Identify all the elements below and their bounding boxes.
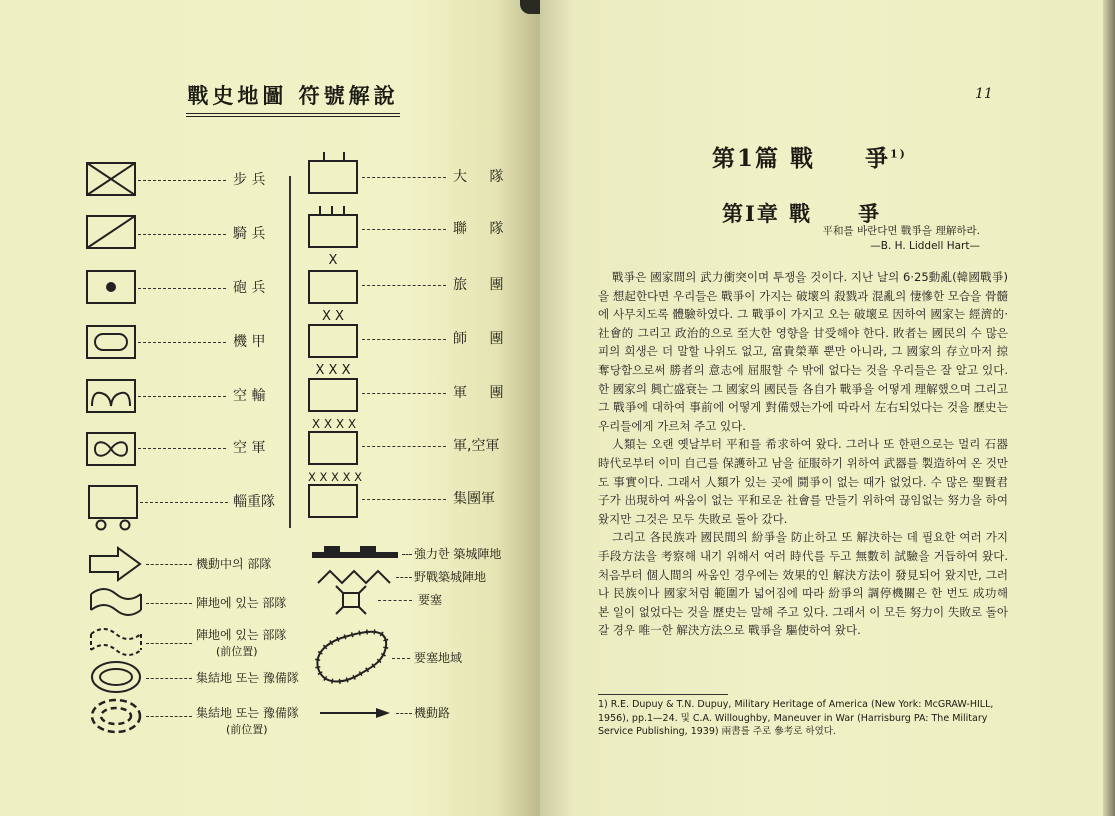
column-divider xyxy=(289,176,291,528)
airborne-label: 空 輸 xyxy=(233,388,266,404)
epigraph xyxy=(810,224,980,254)
cavalry-symbol-icon xyxy=(86,215,136,249)
page-number: 11 xyxy=(975,86,993,102)
epigraph-author: —B. H. Liddell Hart— xyxy=(870,240,980,252)
regiment-label: 聯 隊 xyxy=(453,221,513,237)
army-size-mark: X X X X xyxy=(311,417,357,431)
corps-label: 軍 團 xyxy=(453,385,513,401)
division-size-mark: X X xyxy=(322,309,344,324)
air-force-label: 空 軍 xyxy=(233,440,266,456)
supply-train-label: 輜重隊 xyxy=(233,494,275,510)
air-force-symbol-icon xyxy=(86,432,136,466)
battalion-symbol-icon xyxy=(308,150,360,196)
corps-size-mark: X X X xyxy=(315,363,351,378)
footnote-rule xyxy=(598,694,728,695)
assembly-area-former-sub: (前位置) xyxy=(226,723,268,736)
brigade-label: 旅 團 xyxy=(453,277,513,293)
body-text xyxy=(598,268,1008,640)
fortified-area-label: 要塞地域 xyxy=(414,651,463,665)
footnote: 1) R.E. Dupuy & T.N. Dupuy, Military Heritage of America (New York: McGRAW-HILL, 1956), pp.1—24. 및 C.A. Willoughby, Maneuver in War (Harrisburg PA: The Military Service Publishing, 1939) 兩書를 주로 參考로 하였다. xyxy=(598,699,994,737)
supply-train-symbol-icon xyxy=(88,485,138,531)
paragraph: 그리고 各民族과 國民間의 紛爭을 防止하고 또 解決하는 데 필요한 여러 가지 手段方法을 考察해 내기 위해서 여러 時代를 두고 無數히 試驗을 거듭하여 왔다. 처음부터 個人間의 싸움인 경우에는 效果的인 解決方法이 發見되어 왔지만, 그러나 民族이나 國家처럼 範圍가 넓어짐에 따라 紛爭의 調停機關은 한 번도 成功해 본 일이 없었다는 것을 歷史는 말해 주고 있다. 그래서 이 모든 努力이 失敗로 돌아갈 경우 唯一한 解決方法으로 戰爭을 驅使하여 왔다. xyxy=(598,530,1008,638)
epigraph-text: 平和를 바란다면 戰爭을 理解하라. xyxy=(822,225,980,237)
airborne-symbol-icon xyxy=(86,379,136,413)
fortress-label: 要塞 xyxy=(418,593,443,607)
corps-symbol-icon xyxy=(308,378,360,414)
assembly-area-label: 集結地 또는 豫備隊 xyxy=(196,671,299,685)
assembly-area-former-label: 集結地 또는 豫備隊 xyxy=(196,706,299,720)
division-symbol-icon xyxy=(308,324,360,360)
army-group-label: 集團軍 xyxy=(453,491,495,507)
position-unit-former-icon xyxy=(88,626,144,658)
left-page xyxy=(0,0,540,816)
infantry-symbol-icon xyxy=(86,162,136,196)
strong-fortified-position-label: 強力한 築城陣地 xyxy=(414,547,502,561)
position-unit-icon xyxy=(88,586,144,618)
paragraph: 戰爭은 國家間의 武力衝突이며 투쟁을 것이다. 지난 날의 6·25動亂(韓國戰爭)을 想起한다면 우리들은 戰爭이 가지는 破壞의 殺戮과 混亂의 悽慘한 모습을 骨髓에 사무치도록 體驗하였다. 그 戰爭이 가지고 오는 破壞로 因하여 國家는 經濟的·社會的 그리고 政治的으로 至大한 영향을 甘受해야 한다. 敗者는 國民의 수 많은 피의 희생은 더 말할 나위도 없고, 富貴榮華 뿐만 아니라, 그 國家의 存立마저 掠奪당함으로써 勝者의 意志에 屈服할 수 밖에 없다는 것을 우리들은 잘 알고 있다. 한 國家의 興亡盛衰는 그 國家의 國民들 各自가 戰爭을 어떻게 理解했으며 그리고 그 戰爭에 대하여 事前에 어떻게 對備했는가에 따라서 左右되었다는 것을 歷史는 우리들에게 가르쳐 주고 있다. xyxy=(598,270,1008,433)
chapter-title: 第Ⅰ章 戰 爭 xyxy=(722,201,882,226)
assembly-area-icon xyxy=(90,660,142,694)
part-title xyxy=(712,140,907,173)
position-unit-label: 陣地에 있는 部隊 xyxy=(196,596,287,610)
moving-unit-label: 機動中의 部隊 xyxy=(196,557,272,571)
axis-of-advance-label: 機動路 xyxy=(414,706,451,720)
assembly-area-former-icon xyxy=(90,698,142,734)
part-title-text: 第1篇 戰 爭 xyxy=(712,145,891,172)
axis-of-advance-arrow-icon xyxy=(318,706,392,720)
battalion-label: 大 隊 xyxy=(453,169,513,185)
infantry-label: 步 兵 xyxy=(233,172,266,188)
army-symbol-icon xyxy=(308,431,360,467)
army-label: 軍,空軍 xyxy=(453,438,500,454)
position-unit-former-sub: (前位置) xyxy=(216,645,258,658)
armor-label: 機 甲 xyxy=(233,334,266,350)
position-unit-former-label: 陣地에 있는 部隊 xyxy=(196,628,287,642)
brigade-size-mark: X xyxy=(328,253,338,268)
fortress-icon xyxy=(334,584,368,616)
army-group-size-mark: X X X X X xyxy=(307,470,362,484)
cavalry-label: 騎 兵 xyxy=(233,226,266,242)
brigade-symbol-icon xyxy=(308,270,360,306)
footnote-mark: 1) xyxy=(890,147,907,161)
regiment-symbol-icon xyxy=(308,204,360,250)
fortified-area-icon xyxy=(312,624,392,690)
strong-fortified-position-icon xyxy=(312,542,402,562)
armor-symbol-icon xyxy=(86,325,136,359)
artillery-symbol-icon xyxy=(86,270,136,304)
paragraph: 人類는 오랜 옛날부터 平和를 希求하여 왔다. 그러나 또 한편으로는 멀리 石器時代로부터 이미 自己를 保護하고 남을 征服하기 위하여 武器를 製造하여 온 것만도 事實이다. 그래서 人類가 있는 곳에 鬪爭이 없는 때가 없었다. 수 많은 聖賢君子가 出現하여 싸움이 없는 平和로운 社會를 만들기 위하여 끊임없는 努力을 하여 왔지만 그것은 모두 失敗로 돌아 갔다. xyxy=(598,437,1008,526)
moving-unit-arrow-icon xyxy=(88,546,142,582)
page-title: 戰史地圖 符號解說 xyxy=(186,80,400,117)
artillery-label: 砲 兵 xyxy=(233,280,266,296)
division-label: 師 團 xyxy=(453,331,513,347)
army-group-symbol-icon xyxy=(308,484,360,520)
field-fortification-label: 野戰築城陣地 xyxy=(414,570,487,584)
